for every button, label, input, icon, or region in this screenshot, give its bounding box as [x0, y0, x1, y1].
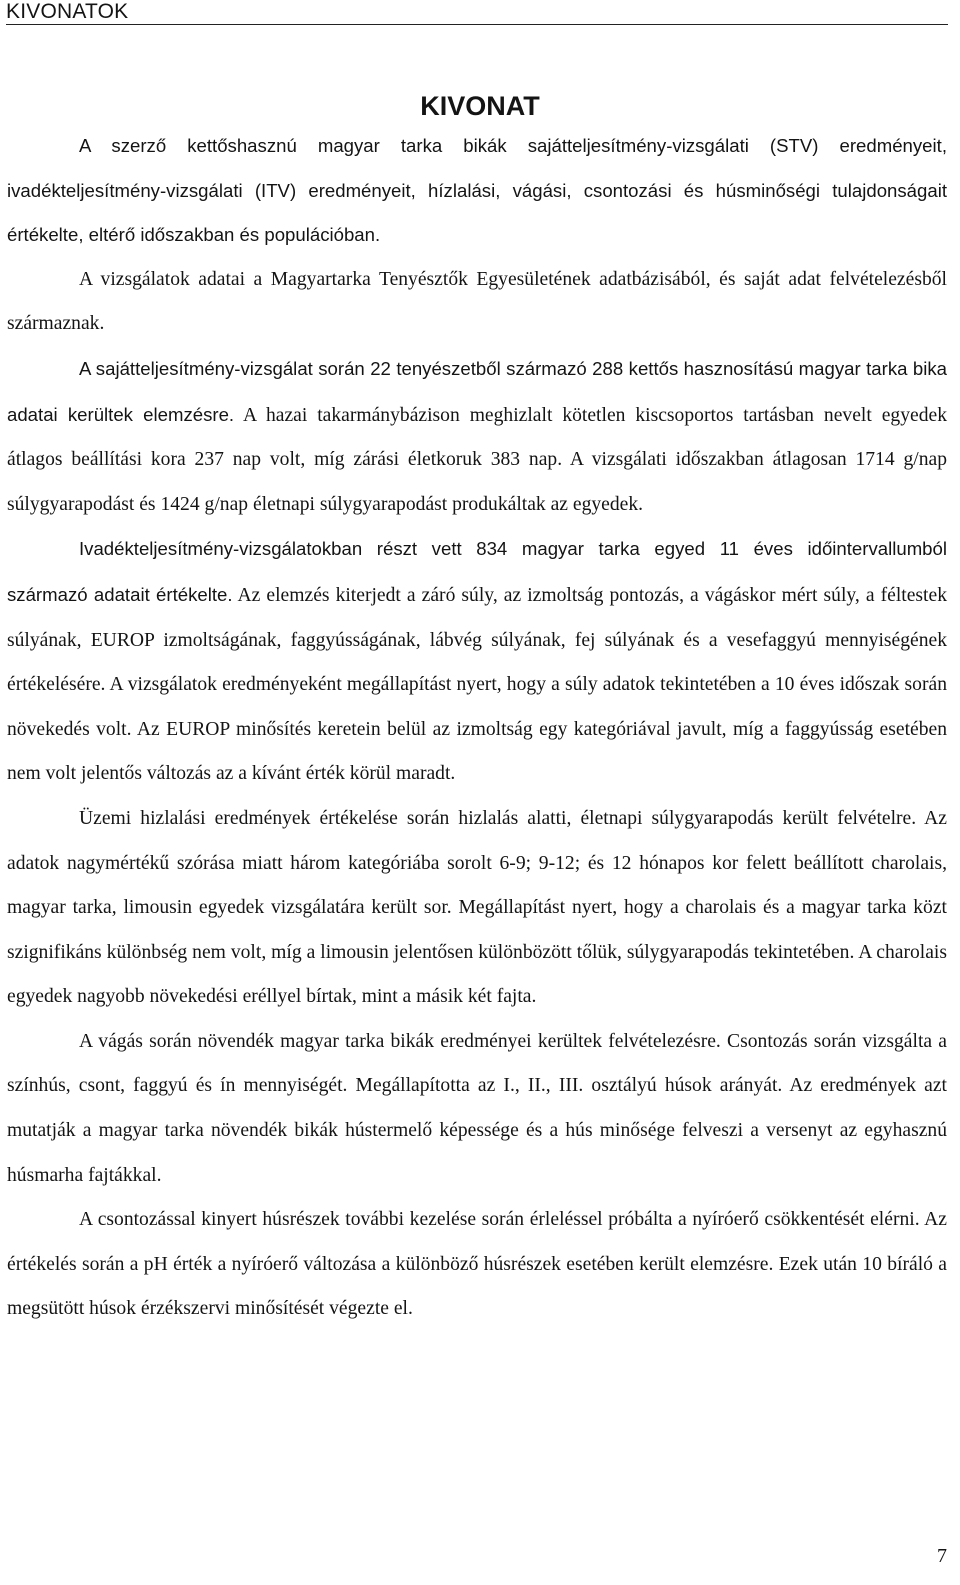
running-header-title: KIVONATOK [6, 0, 129, 23]
abstract-body [7, 124, 947, 1332]
paragraph-7: A csontozással kinyert húsrészek további kezelése során érleléssel próbálta a nyíróerő csökkentését elérni. Az értékelés során a pH érték a nyíróerő változása a különböző húsrészek esetében került elemzésre. Ezek után 10 bíráló a megsütött húsok érzékszervi minősítését végezte el. [7, 1209, 947, 1320]
running-header [6, 0, 948, 25]
paragraph-1: A szerző kettőshasznú magyar tarka bikák sajátteljesítmény-vizsgálati (STV) eredményeit, ivadékteljesítmény-vizsgálati (ITV) eredményeit, hízlalási, vágási, csontozási és húsminőségi tulajdonságait értékelte, eltérő időszakban és populációban. [7, 135, 947, 246]
paragraph-2: A vizsgálatok adatai a Magyartarka Tenyésztők Egyesületének adatbázisából, és saját adat felvételezésből származnak. [7, 268, 947, 335]
page-number: 7 [937, 1545, 947, 1567]
paragraph-3 [7, 347, 947, 527]
paragraph-3-part-a: A sajátteljesítmény-vizsgálat során 22 tenyészetből származó 288 kettős hasznosítású magyar tarka bika adatai kerültek elemzésre. [7, 357, 947, 425]
paragraph-4-part-b: Az elemzés kiterjedt a záró súly, az izmoltság pontozás, a vágáskor mért súly, a féltestek súlyának, EUROP izmoltságának, faggyússágának, lábvég súlyának, fej súlyának és a vesefaggyú mennyiségének értékelésére. A vizsgálatok eredményeként megállapítást nyert, hogy a súly adatok tekintetében a 10 éves időszak során növekedés volt. Az EUROP minősítés keretein belül az izmoltság egy kategóriával javult, míg a faggyússág esetében nem volt jelentős változás az a kívánt érték körül maradt. [7, 584, 947, 785]
paragraph-5: Üzemi hizlalási eredmények értékelése során hizlalás alatti, életnapi súlygyarapodás került felvételre. Az adatok nagymértékű szórása miatt három kategóriába sorolt 6-9; 9-12; és 12 hónapos kor felett beállított charolais, magyar tarka, limousin egyedek vizsgálatára került sor. Megállapítást nyert, hogy a charolais és a magyar tarka közt szignifikáns különbség nem volt, míg a limousin jelentősen különbözött tőlük, súlygyarapodás tekintetében. A charolais egyedek nagyobb növekedési eréllyel bírtak, mint a másik két fajta. [7, 807, 947, 1008]
paragraph-6: A vágás során növendék magyar tarka bikák eredményei kerültek felvételezésre. Csontozás során vizsgálta a színhús, csont, faggyú és ín mennyiségét. Megállapította az I., II., III. osztályú húsok arányát. Az eredmények azt mutatják a magyar tarka növendék bikák hústermelő képessége és a hús minősége felveszi a versenyt az egyhasznú húsmarha fajtákkal. [7, 1030, 947, 1186]
document-title: KIVONAT [420, 91, 540, 121]
paragraph-4-part-a: Ivadékteljesítmény-vizsgálatokban részt vett 834 magyar tarka egyed 11 éves időintervallumból származó adatait értékelte. [7, 538, 947, 605]
paragraph-3-part-b: A hazai takarmánybázison meghizlalt kötetlen kiscsoportos tartásban nevelt egyedek átlagos beállítási kora 237 nap volt, míg zárási életkoruk 383 nap. A vizsgálati időszakban átlagosan 1714 g/nap súlygyarapodást és 1424 g/nap életnapi súlygyarapodást produkáltak az egyedek. [7, 404, 947, 515]
paragraph-4 [7, 527, 947, 797]
